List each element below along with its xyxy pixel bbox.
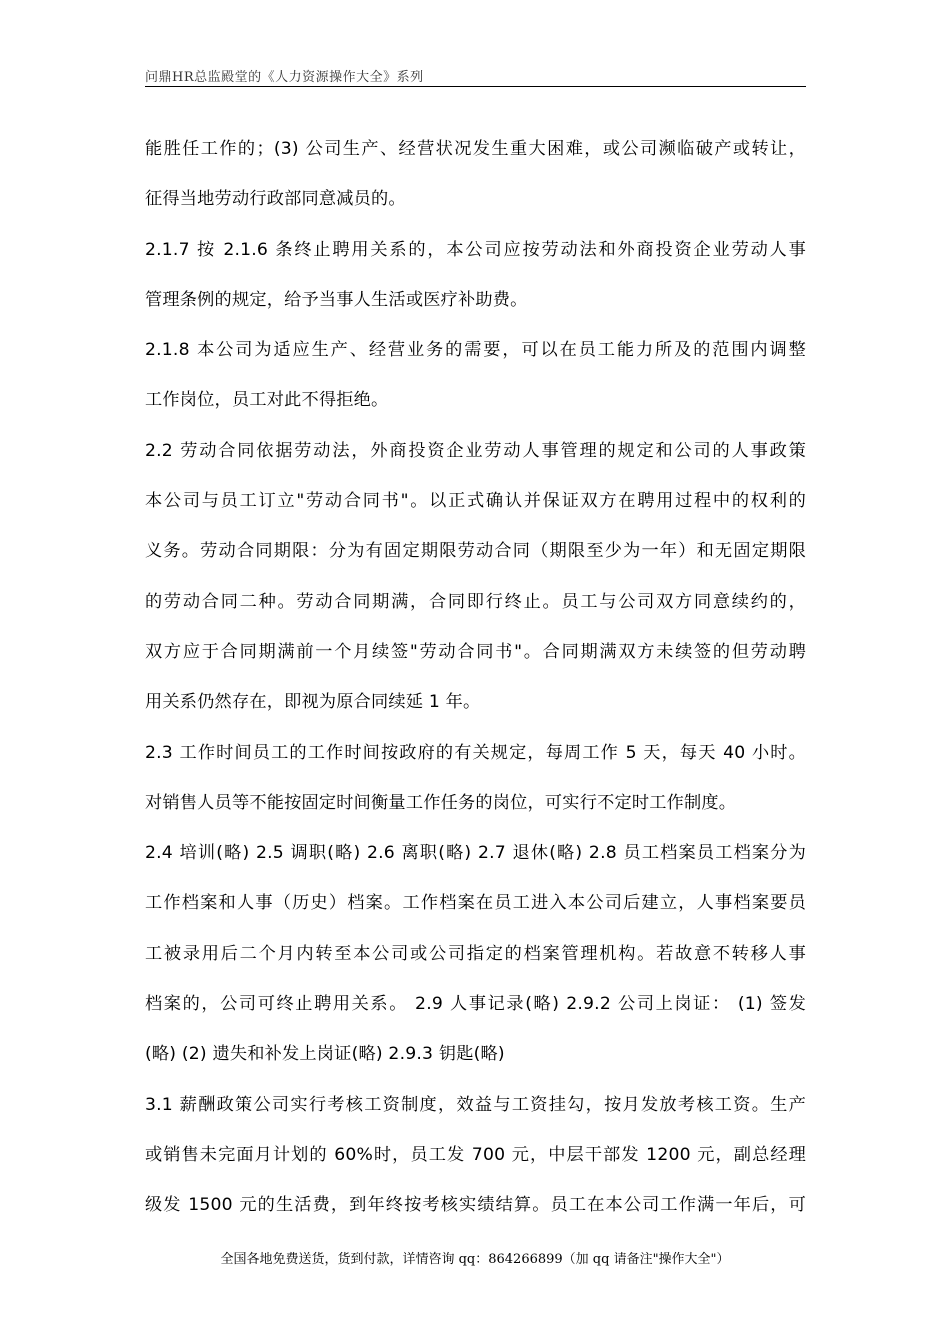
text-line: 2.4 培训(略) 2.5 调职(略) 2.6 离职(略) 2.7 退休(略) 2.8 员工档案员工档案分为 (145, 843, 806, 864)
page-header: 问鼎HR总监殿堂的《人力资源操作大全》系列 (145, 70, 424, 85)
text-line: 工作档案和人事（历史）档案。工作档案在员工进入本公司后建立，人事档案要员 (145, 893, 806, 914)
text-line: 本公司与员工订立"劳动合同书"。以正式确认并保证双方在聘用过程中的权利的 (145, 491, 806, 512)
text-line: 义务。劳动合同期限：分为有固定期限劳动合同（期限至少为一年）和无固定期限 (145, 541, 806, 562)
text-line: 2.1.7 按 2.1.6 条终止聘用关系的，本公司应按劳动法和外商投资企业劳动人事 (145, 239, 806, 260)
text-line: 的劳动合同二种。劳动合同期满，合同即行终止。员工与公司双方同意续约的， (145, 591, 806, 612)
text-line: 级发 1500 元的生活费，到年终按考核实绩结算。员工在本公司工作满一年后，可 (145, 1195, 806, 1216)
text-line: 征得当地劳动行政部同意减员的。 (145, 189, 406, 210)
text-line: 2.1.8 本公司为适应生产、经营业务的需要，可以在员工能力所及的范围内调整 (145, 340, 806, 361)
text-line: 3.1 薪酬政策公司实行考核工资制度，效益与工资挂勾，按月发放考核工资。生产 (145, 1094, 806, 1115)
text-line: 档案的，公司可终止聘用关系。 2.9 人事记录(略) 2.9.2 公司上岗证： (1) 签发 (145, 994, 806, 1015)
header-divider (145, 86, 806, 87)
text-line: 或销售未完面月计划的 60%时，员工发 700 元，中层干部发 1200 元，副总经理 (145, 1144, 806, 1165)
text-line: 2.3 工作时间员工的工作时间按政府的有关规定，每周工作 5 天，每天 40 小时。 (145, 742, 806, 763)
text-line: 工被录用后二个月内转至本公司或公司指定的档案管理机构。若故意不转移人事 (145, 943, 806, 964)
text-line: 用关系仍然存在，即视为原合同续延 1 年。 (145, 692, 481, 713)
text-line: (略) (2) 遗失和补发上岗证(略) 2.9.3 钥匙(略) (145, 1044, 505, 1065)
text-line: 管理条例的规定，给予当事人生活或医疗补助费。 (145, 289, 528, 310)
document-body (145, 128, 806, 1235)
page-footer: 全国各地免费送货，货到付款，详情咨询 qq：864266899（加 qq 请备注"操作大全"） (220, 1252, 730, 1267)
text-line: 双方应于合同期满前一个月续签"劳动合同书"。合同期满双方未续签的但劳动聘 (145, 641, 806, 662)
text-line: 能胜任工作的；(3) 公司生产、经营状况发生重大困难，或公司濒临破产或转让， (145, 139, 806, 159)
text-line: 2.2 劳动合同依据劳动法，外商投资企业劳动人事管理的规定和公司的人事政策 (145, 440, 806, 461)
text-line: 工作岗位，员工对此不得拒绝。 (145, 390, 389, 411)
text-line: 对销售人员等不能按固定时间衡量工作任务的岗位，可实行不定时工作制度。 (145, 792, 737, 813)
